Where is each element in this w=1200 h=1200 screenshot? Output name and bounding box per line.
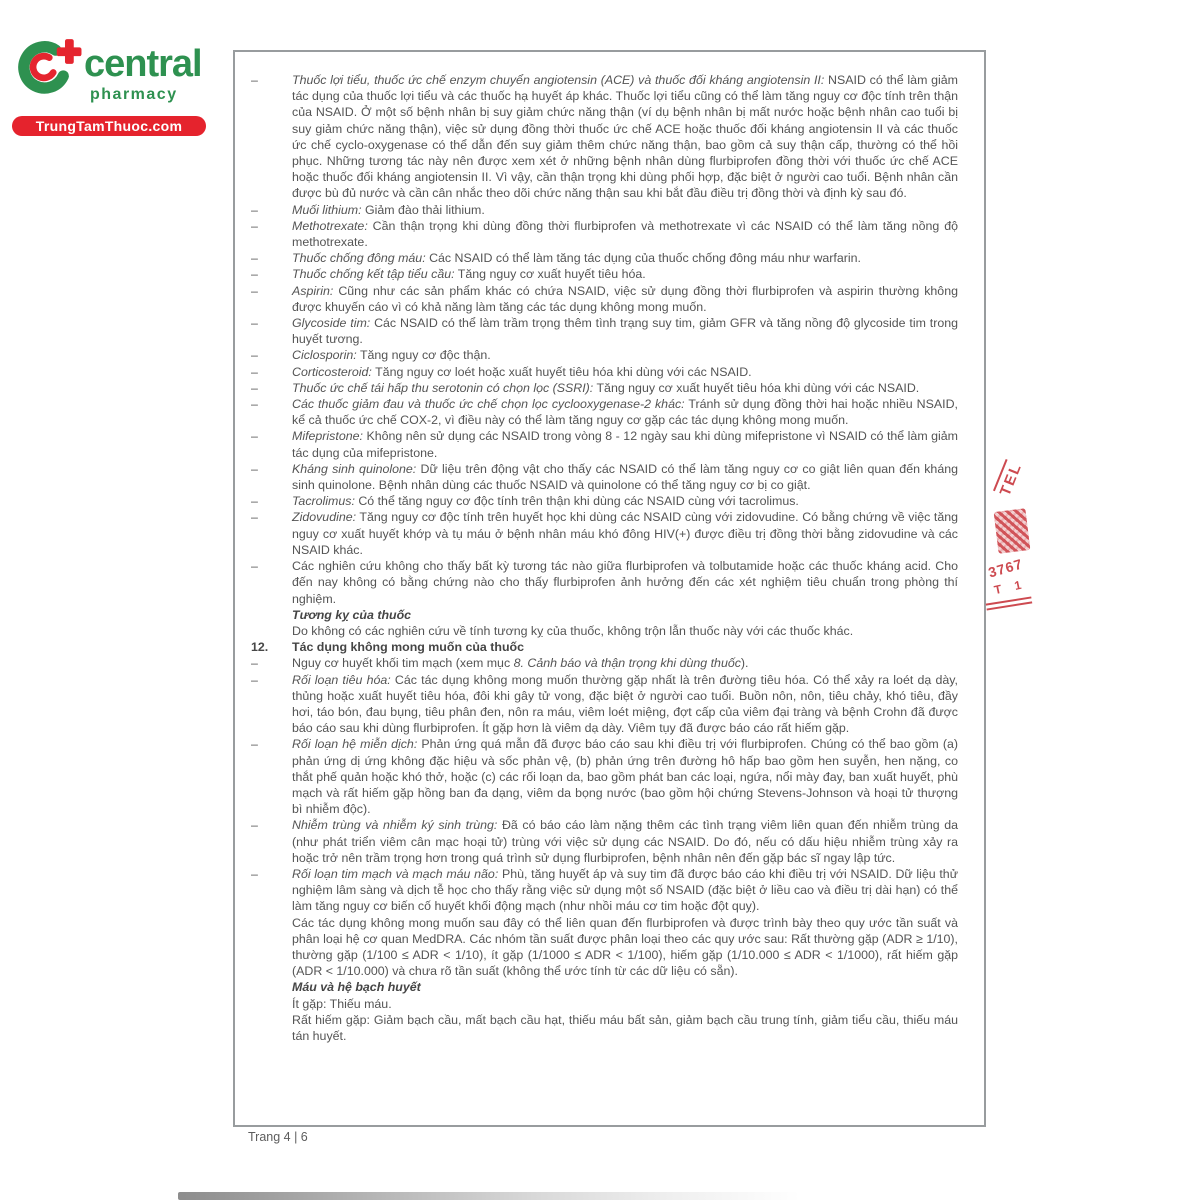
list-text: Muối lithium: Giảm đào thải lithium. [292, 202, 485, 217]
list-item [251, 315, 958, 347]
list-text: Rối loạn tiêu hóa: Các tác dụng không mong muốn thường gặp nhất là trên đường tiêu hóa. Có thể xảy ra loét dạ dày, thủng hoặc xuất huyết tiêu hóa, đôi khi gây tử vong, đặc biệt ở người cao tuổi. Buồn nôn, nôn, tiêu chảy, khó tiêu, đầy hơi, táo bón, đau bụng, tiêu phân đen, nôn ra máu, viêm loét miệng, đợt cấp của viêm đại tràng và bệnh Crohn đã được báo cáo sau khi dùng flurbiprofen. Ít gặp hơn là viêm dạ dày. Viêm tụy đã được báo cáo rất hiếm gặp. [292, 672, 958, 736]
list-item [251, 283, 958, 315]
list-text: Ciclosporin: Tăng nguy cơ độc thận. [292, 348, 491, 363]
list-text: Thuốc chống kết tập tiểu cầu: Tăng nguy cơ xuất huyết tiêu hóa. [292, 267, 646, 282]
list-text: Glycoside tim: Các NSAID có thể làm trầm trọng thêm tình trạng suy tim, giảm GFR và tăng nồng độ glycoside tim trong huyết tương. [292, 316, 958, 347]
list-marker: – [251, 510, 258, 525]
list-text: Tác dụng không mong muốn của thuốc [292, 640, 524, 655]
list-item [251, 72, 958, 202]
list-item [251, 509, 958, 558]
list-item [251, 655, 958, 671]
logo-c-icon [16, 34, 82, 100]
list-marker: – [251, 737, 258, 752]
document-list [251, 72, 958, 1044]
list-marker: – [251, 202, 258, 217]
logo-brand: central [84, 43, 202, 85]
list-text: Thuốc lợi tiểu, thuốc ức chế enzym chuyển angiotensin (ACE) và thuốc đối kháng angiotensin II: NSAID có thể làm giảm tác dụng của thuốc lợi tiểu và các thuốc hạ huyết áp khác. Thuốc lợi tiểu cũng có thể làm tăng nguy cơ độc tính trên thận của NSAID. Ở một số bệnh nhân bị suy giảm chức năng thận (ví dụ bệnh nhân bị mất nước hoặc bệnh nhân cao tuổi bị suy giảm chức năng thận), việc sử dụng đồng thời thuốc ức chế ACE hoặc thuốc đối kháng angiotensin II và các thuốc ức chế cyclo-oxygenase có thể dẫn đến suy giảm thêm chức năng thận, bao gồm cả suy thận cấp, thường có thể hồi phục. Những tương tác này nên được xem xét ở những bệnh nhân dùng flurbiprofen đồng thời với thuốc ức chế ACE hoặc thuốc đối kháng angiotensin II. Vì vậy, cần thận trọng khi dùng phối hợp, đặc biệt ở người cao tuổi. Bệnh nhân cần được bù đủ nước và cần cân nhắc theo dõi chức năng thận sau khi bắt đầu điều trị đồng thời và định kỳ sau đó. [292, 73, 958, 201]
list-item [251, 1012, 958, 1044]
list-marker: – [251, 267, 258, 282]
list-marker: – [251, 397, 258, 412]
list-text: Nguy cơ huyết khối tim mạch (xem mục 8. Cảnh báo và thận trọng khi dùng thuốc). [292, 656, 749, 671]
list-item [251, 380, 958, 396]
list-text: Methotrexate: Cần thận trọng khi dùng đồng thời flurbiprofen và methotrexate vì các NSAID có thể làm tăng nồng độ methotrexate. [292, 218, 958, 250]
list-text: Aspirin: Cũng như các sản phẩm khác có chứa NSAID, việc sử dụng đồng thời flurbiprofen và aspirin thường không được khuyến cáo vì có khả năng làm tăng các tác dụng không mong muốn. [292, 283, 958, 314]
list-item [251, 396, 958, 428]
list-marker: – [251, 316, 258, 331]
list-item [251, 607, 958, 623]
list-text: Kháng sinh quinolone: Dữ liệu trên động vật cho thấy các NSAID có thể làm tăng nguy cơ co giật liên quan đến kháng sinh quinolone. Bệnh nhân dùng các thuốc NSAID và quinolone có thể tăng nguy cơ bị co giật. [292, 461, 958, 493]
list-item [251, 266, 958, 282]
list-text: Máu và hệ bạch huyết [292, 980, 421, 995]
list-marker: – [251, 73, 258, 87]
list-item [251, 817, 958, 866]
list-marker: 12. [251, 640, 269, 655]
stamp-fragment [986, 448, 1046, 638]
stamp-text-number: 3767 [986, 555, 1025, 581]
list-text: Rất hiếm gặp: Giảm bạch cầu, mất bạch cầu hạt, thiếu máu bất sản, giảm bạch cầu trung tính, giảm tiểu cầu, thiếu máu tán huyết. [292, 1012, 958, 1043]
list-item [251, 558, 958, 607]
list-marker: – [251, 559, 258, 574]
list-text: Mifepristone: Không nên sử dụng các NSAID trong vòng 8 - 12 ngày sau khi dùng mifepristone vì NSAID có thể làm giảm tác dụng của mifepristone. [292, 429, 958, 460]
list-item [251, 461, 958, 493]
page-number: Trang 4 | 6 [248, 1130, 308, 1144]
list-text: Ít gặp: Thiếu máu. [292, 996, 392, 1011]
list-item [251, 736, 958, 817]
list-item [251, 218, 958, 250]
list-text: Rối loạn tim mạch và mạch máu não: Phù, tăng huyết áp và suy tim đã được báo cáo khi điều trị với NSAID. Dữ liệu thử nghiệm lâm sàng và dịch tễ học cho thấy rằng việc sử dụng một số NSAID (đặc biệt ở liều cao và điều trị dài hạn) có thể làm tăng nguy cơ biến cố huyết khối động mạch (như nhồi máu cơ tim hoặc đột quỵ). [292, 866, 958, 914]
list-item [251, 915, 958, 980]
list-item [251, 364, 958, 380]
list-marker: – [251, 218, 258, 233]
document-box [233, 50, 986, 1127]
list-marker: – [251, 364, 258, 379]
list-marker: – [251, 348, 258, 363]
list-item [251, 866, 958, 915]
list-marker: – [251, 461, 258, 476]
list-marker: – [251, 672, 258, 687]
list-text: Zidovudine: Tăng nguy cơ độc tính trên huyết học khi dùng các NSAID cùng với zidovudine. Có bằng chứng về việc tăng nguy cơ xuất huyết khớp và tụ máu ở bệnh nhân máu khó đông HIV(+) được điều trị đồng thời bằng zidovudine và các NSAID khác. [292, 510, 958, 557]
list-marker: – [251, 818, 258, 833]
list-marker: – [251, 494, 258, 509]
list-text: Tacrolimus: Có thể tăng nguy cơ độc tính trên thận khi dùng các NSAID cùng với tacrolimus. [292, 494, 799, 509]
scan-artifact-bar [178, 1192, 833, 1200]
list-item [251, 493, 958, 509]
list-text: Các nghiên cứu không cho thấy bất kỳ tương tác nào giữa flurbiprofen và tolbutamide hoặc các thuốc kháng acid. Cho đến nay không có bằng chứng nào cho thấy flurbiprofen ảnh hưởng đến các xét nghiệm tiêu chuẩn trong phòng thí nghiệm. [292, 559, 958, 606]
list-item [251, 428, 958, 460]
list-item [251, 979, 958, 995]
list-marker: – [251, 380, 258, 395]
list-text: Thuốc chống đông máu: Các NSAID có thể làm tăng tác dụng của thuốc chống đông máu như warfarin. [292, 251, 861, 266]
stamp-lines [986, 596, 1033, 610]
list-item [251, 250, 958, 266]
stamp-text-tel: TEL [993, 459, 1025, 499]
logo-subbrand: pharmacy [90, 86, 178, 103]
list-item [251, 202, 958, 218]
central-pharmacy-logo [10, 26, 230, 144]
list-text: Các thuốc giảm đau và thuốc ức chế chọn lọc cyclooxygenase-2 khác: Tránh sử dụng đồng thời hai hoặc nhiều NSAID, kể cả thuốc ức chế COX-2, vì điều này có thể làm tăng nguy cơ gặp các tác dụng không mong muốn. [292, 397, 958, 428]
list-text: Corticosteroid: Tăng nguy cơ loét hoặc xuất huyết tiêu hóa khi dùng với các NSAID. [292, 364, 752, 379]
list-item [251, 672, 958, 737]
list-marker: – [251, 251, 258, 266]
list-text: Các tác dụng không mong muốn sau đây có thể liên quan đến flurbiprofen và được trình bày theo quy ước tần suất và phân loại hệ cơ quan MedDRA. Các nhóm tần suất được phân loại theo các quy ước sau: Rất thường gặp (ADR ≥ 1/10), thường gặp (1/100 ≤ ADR < 1/10), ít gặp (1/1000 ≤ ADR < 1/100), hiếm gặp (1/10.000 ≤ ADR < 1/1000), rất hiếm gặp (ADR < 1/10.000) và chưa rõ tần suất (không thể ước tính từ các dữ liệu có sẵn). [292, 915, 958, 979]
list-text: Thuốc ức chế tái hấp thu serotonin có chọn lọc (SSRI): Tăng nguy cơ xuất huyết tiêu hóa khi dùng với các NSAID. [292, 380, 920, 395]
list-text: Nhiễm trùng và nhiễm ký sinh trùng: Đã có báo cáo làm nặng thêm các tình trạng viêm liên quan đến nhiễm trùng da (như phát triển viêm cân mạc hoại tử) trùng với việc sử dụng các NSAID. Do đó, nếu có dấu hiệu nhiễm trùng xảy ra hoặc trở nên trầm trọng hơn trong quá trình sử dụng flurbiprofen, bệnh nhân nên đến gặp bác sĩ ngay lập tức. [292, 818, 958, 865]
list-marker: – [251, 283, 258, 298]
stamp-text-t1: T 1 [992, 576, 1028, 598]
logo-banner: TrungTamThuoc.com [12, 116, 206, 136]
list-text: Do không có các nghiên cứu về tính tương kỵ của thuốc, không trộn lẫn thuốc này với các thuốc khác. [292, 623, 854, 638]
list-marker: – [251, 429, 258, 444]
stamp-seal-icon [994, 508, 1031, 554]
list-text: Tương kỵ của thuốc [292, 607, 412, 622]
list-text: Rối loạn hệ miễn dịch: Phản ứng quá mẫn đã được báo cáo sau khi điều trị với flurbiprofen. Chúng có thể bao gồm (a) phản ứng dị ứng không đặc hiệu và sốc phản vệ, (b) phản ứng trên đường hô hấp bao gồm hen suyễn, hen nặng, co thắt phế quản hoặc khó thở, hoặc (c) các rối loạn da, bao gồm phát ban các loại, ngứa, nổi mày đay, ban xuất huyết, phù mạch và rất hiếm gặp hồng ban đa dạng, viêm da bọng nước (bao gồm hội chứng Stevens-Johnson và hoại tử thượng bì nhiễm độc). [292, 737, 958, 817]
list-item [251, 623, 958, 639]
list-item [251, 347, 958, 363]
list-marker: – [251, 656, 258, 671]
list-marker: – [251, 866, 258, 881]
list-item [251, 639, 958, 655]
list-item [251, 996, 958, 1012]
